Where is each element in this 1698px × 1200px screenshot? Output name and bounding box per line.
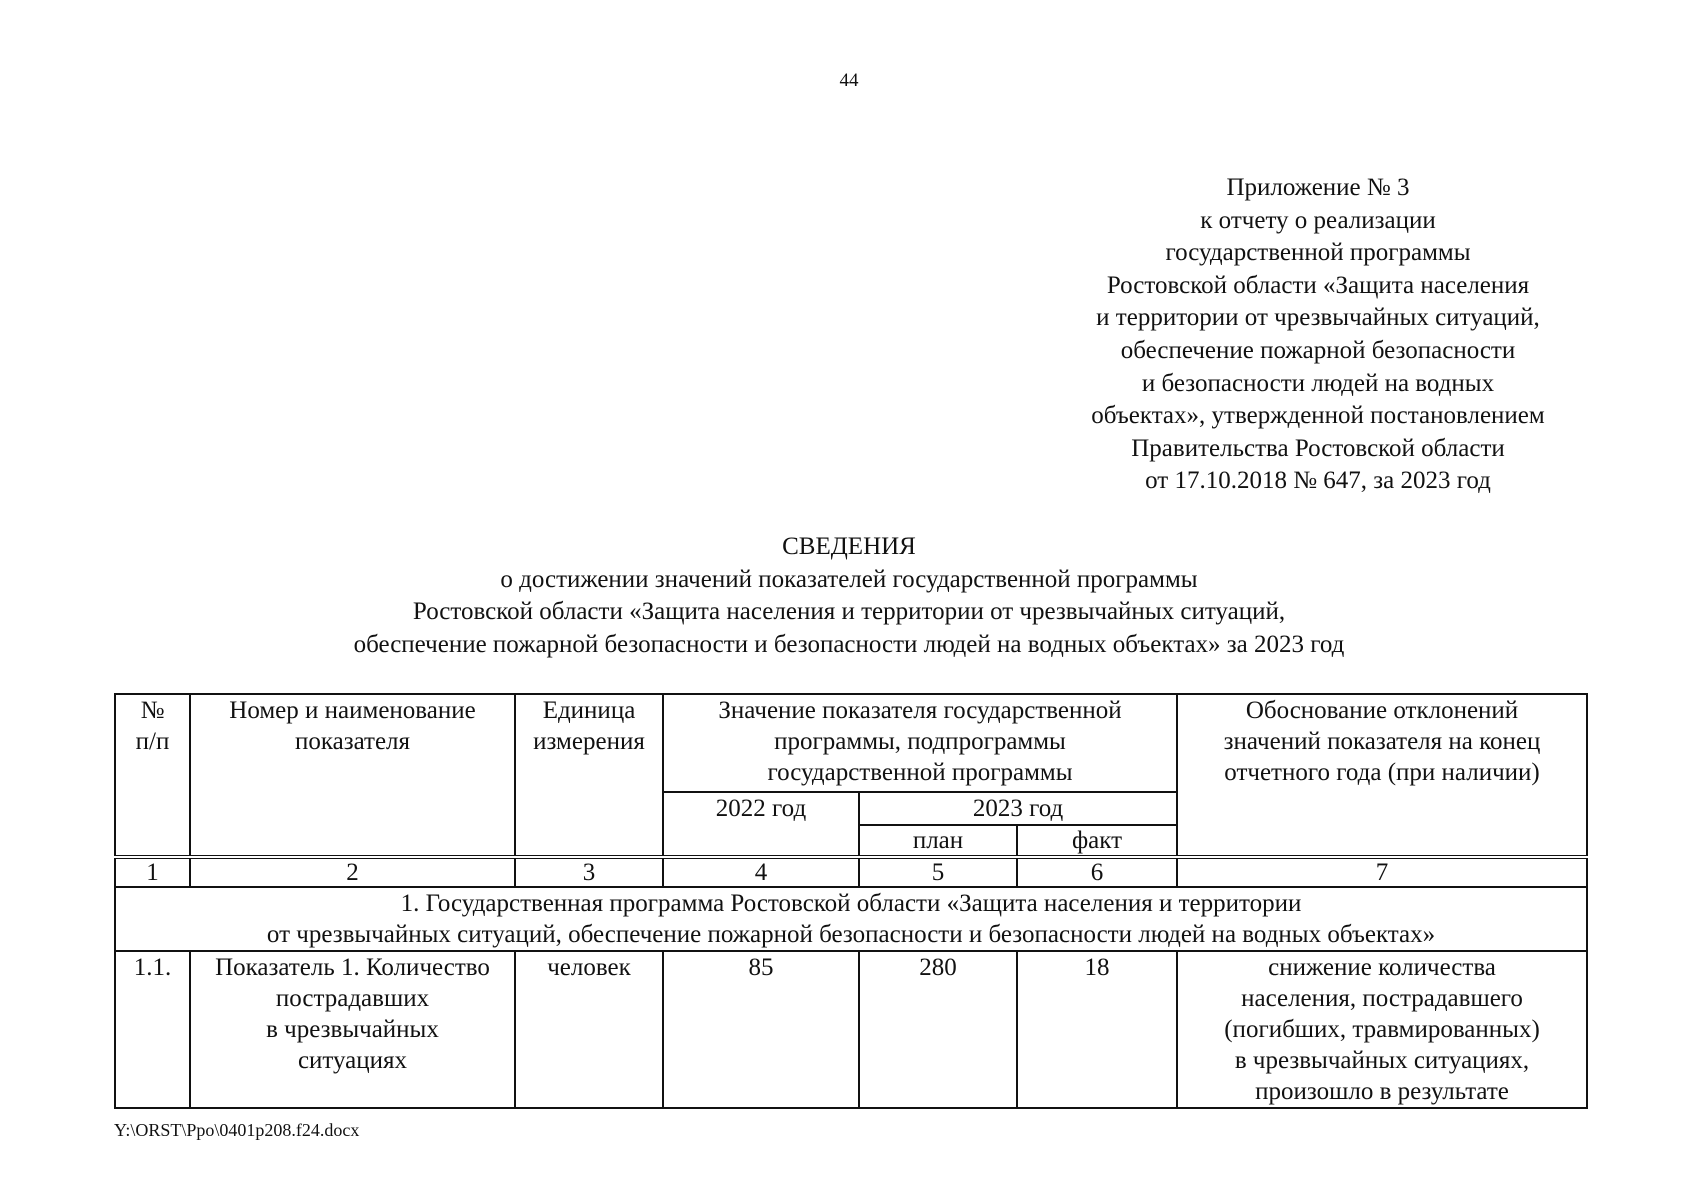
appendix-line: и территории от чрезвычайных ситуаций, — [1096, 304, 1540, 332]
header-year-2022: 2022 год — [663, 792, 859, 857]
appendix-line: государственной программы — [1165, 239, 1471, 267]
column-number: 1 — [115, 857, 190, 887]
row-unit: человек — [515, 951, 663, 1108]
appendix-line: Правительства Ростовской области — [1131, 434, 1505, 462]
file-path-footer: Y:\ORST\Ppo\0401p208.f24.docx — [114, 1120, 360, 1140]
indicators-table — [114, 693, 1588, 1109]
header-plan: план — [859, 825, 1017, 857]
page-number: 44 — [839, 70, 859, 91]
appendix-line: обеспечение пожарной безопасности — [1120, 336, 1516, 364]
document-title — [0, 531, 1698, 661]
header-justification: Обоснование отклонений значений показателя на конец отчетного года (при наличии) — [1177, 694, 1587, 857]
column-number: 5 — [859, 857, 1017, 887]
row-indicator-name: Показатель 1. Количество пострадавших в чрезвычайных ситуациях — [190, 951, 515, 1108]
header-year-2023: 2023 год — [859, 792, 1177, 825]
appendix-line: объектах», утвержденной постановлением — [1091, 402, 1545, 430]
row-justification: снижение количества населения, пострадавшего (погибших, травмированных) в чрезвычайных ситуациях, произошло в результате — [1177, 951, 1587, 1108]
header-num: № п/п — [115, 694, 190, 857]
title-line: обеспечение пожарной безопасности и безопасности людей на водных объектах» за 2023 год — [353, 630, 1345, 658]
appendix-line: и безопасности людей на водных — [1141, 369, 1495, 397]
header-indicator-name: Номер и наименование показателя — [190, 694, 515, 857]
appendix-block — [1058, 172, 1578, 498]
row-plan-2023: 280 — [859, 951, 1017, 1108]
appendix-line: к отчету о реализации — [1200, 206, 1436, 234]
row-num: 1.1. — [115, 951, 190, 1108]
appendix-line: Ростовской области «Защита населения — [1106, 271, 1530, 299]
table-row — [115, 951, 1587, 1108]
appendix-line: Приложение № 3 — [1226, 174, 1410, 201]
row-fact-2023: 18 — [1017, 951, 1177, 1108]
title-heading: СВЕДЕНИЯ — [782, 533, 916, 560]
column-number: 3 — [515, 857, 663, 887]
column-numbers-row — [115, 857, 1587, 887]
header-unit: Единица измерения — [515, 694, 663, 857]
header-fact: факт — [1017, 825, 1177, 857]
row-value-2022: 85 — [663, 951, 859, 1108]
column-number: 7 — [1177, 857, 1587, 887]
column-number: 6 — [1017, 857, 1177, 887]
title-line: Ростовской области «Защита населения и территории от чрезвычайных ситуаций, — [412, 598, 1286, 625]
column-number: 4 — [663, 857, 859, 887]
appendix-line: от 17.10.2018 № 647, за 2023 год — [1145, 467, 1491, 495]
header-value-group: Значение показателя государственной программы, подпрограммы государственной программы — [663, 694, 1177, 792]
column-number: 2 — [190, 857, 515, 887]
section-header: 1. Государственная программа Ростовской области «Защита населения и территории от чрезвычайных ситуаций, обеспечение пожарной безопасности и безопасности людей на водных объектах» — [115, 887, 1587, 951]
title-line: о достижении значений показателей государственной программы — [500, 565, 1198, 593]
